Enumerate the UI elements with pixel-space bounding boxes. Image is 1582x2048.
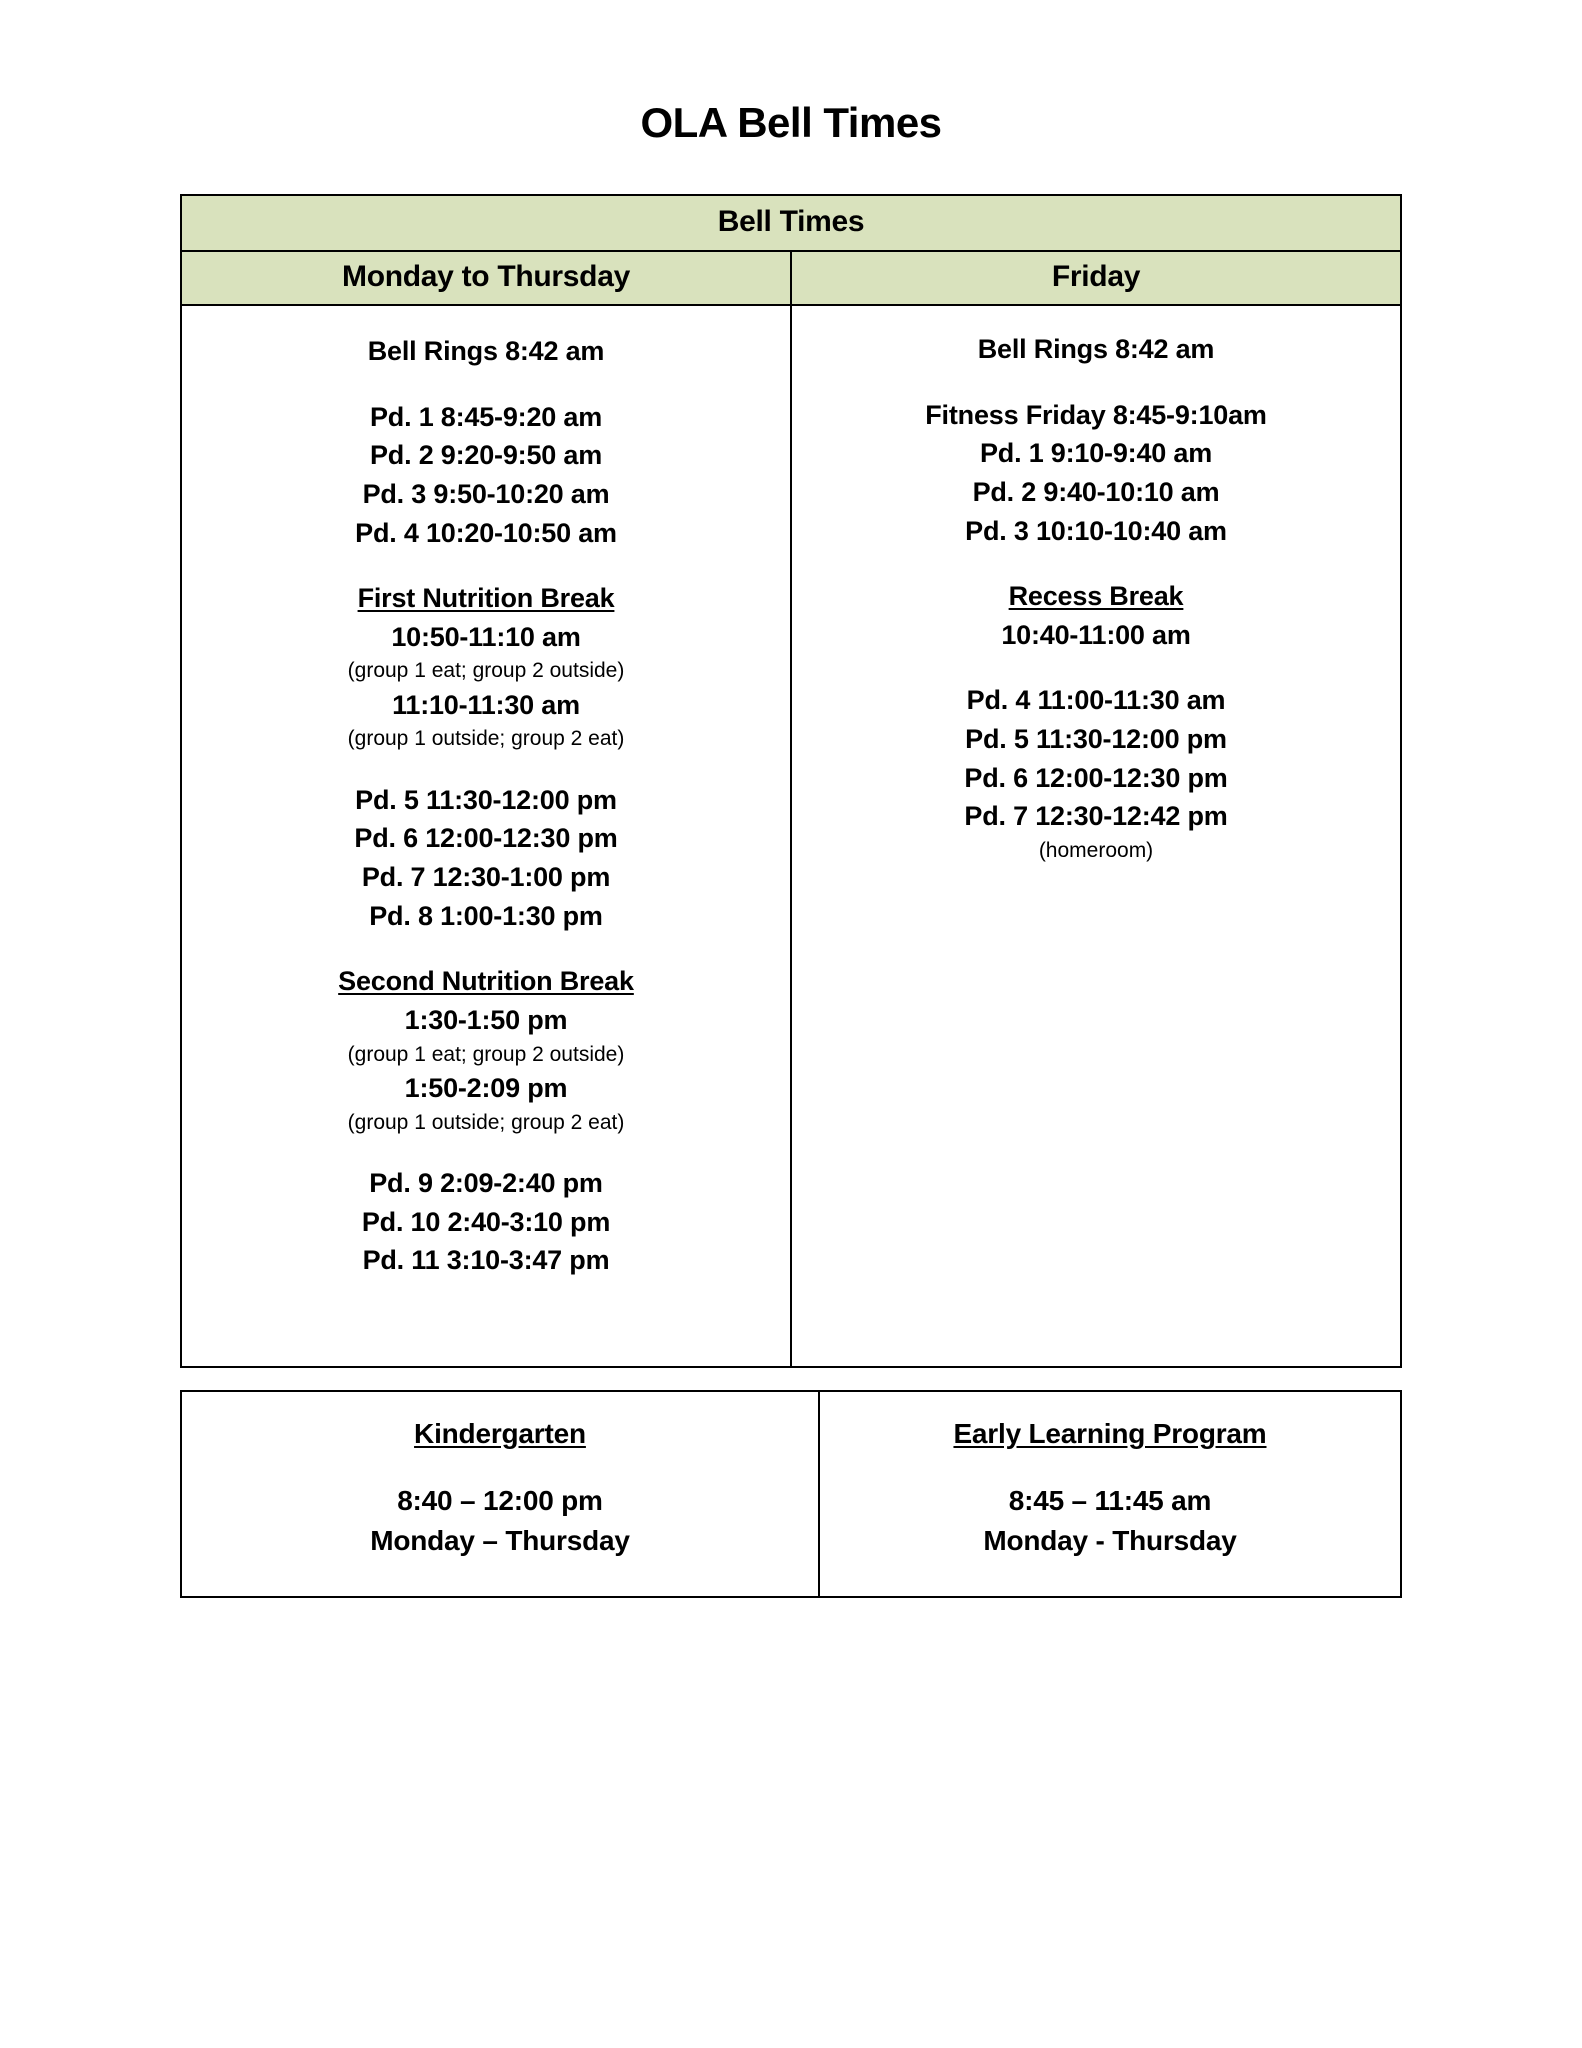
spacer	[194, 371, 778, 398]
monday-to-thursday-schedule-line: Pd. 8 1:00-1:30 pm	[369, 900, 603, 931]
spacer	[192, 1455, 808, 1481]
monday-to-thursday-schedule-line: Pd. 2 9:20-9:50 am	[369, 440, 603, 471]
column-header-friday: Friday	[791, 251, 1401, 305]
bell-times-banner: Bell Times	[181, 195, 1401, 251]
monday-to-thursday-note: (group 1 eat; group 2 outside)	[347, 659, 625, 683]
monday-to-thursday-note: (group 1 outside; group 2 eat)	[347, 1110, 625, 1134]
early-learning-cell	[819, 1391, 1401, 1597]
monday-to-thursday-schedule-line: Pd. 1 8:45-9:20 am	[369, 401, 603, 432]
page-title: OLA Bell Times	[640, 99, 942, 146]
monday-to-thursday-schedule-line: Pd. 4 10:20-10:50 am	[355, 517, 617, 548]
spacer	[804, 654, 1388, 681]
bell-times-table-wrapper	[180, 194, 1402, 1368]
early-learning-time: 8:45 – 11:45 am	[1008, 1484, 1212, 1516]
friday-schedule-line: Pd. 2 9:40-10:10 am	[972, 477, 1220, 508]
spacer	[194, 935, 778, 962]
kindergarten-block	[182, 1392, 818, 1596]
friday-schedule-line: Pd. 7 12:30-12:42 pm	[964, 801, 1228, 832]
monday-to-thursday-schedule-line: Pd. 11 3:10-3:47 pm	[362, 1245, 610, 1276]
friday-schedule-line: Pd. 4 11:00-11:30 am	[966, 685, 1226, 716]
early-learning-days: Monday - Thursday	[983, 1525, 1237, 1557]
friday-schedule-line: 10:40-11:00 am	[1001, 619, 1191, 650]
monday-to-thursday-schedule-line: Pd. 10 2:40-3:10 pm	[361, 1206, 611, 1237]
friday-schedule	[792, 306, 1400, 1366]
kindergarten-cell	[181, 1391, 819, 1597]
monday-to-thursday-note: (group 1 outside; group 2 eat)	[347, 727, 625, 751]
column-header-monday-to-thursday: Monday to Thursday	[181, 251, 791, 305]
monday-to-thursday-schedule-line: Pd. 9 2:09-2:40 pm	[369, 1167, 603, 1198]
spacer	[804, 369, 1388, 396]
monday-to-thursday-schedule-line: Pd. 3 9:50-10:20 am	[362, 479, 610, 510]
spacer	[830, 1455, 1390, 1481]
monday-to-thursday-schedule-line: 10:50-11:10 am	[391, 621, 581, 652]
monday-to-thursday-schedule-line: Pd. 7 12:30-1:00 pm	[361, 862, 611, 893]
bell-times-table	[180, 194, 1402, 1368]
friday-schedule-line: Fitness Friday 8:45-9:10am	[925, 399, 1267, 430]
monday-to-thursday-section-heading: First Nutrition Break	[357, 583, 615, 614]
friday-schedule-line: Bell Rings 8:42 am	[977, 334, 1215, 365]
monday-to-thursday-note: (group 1 eat; group 2 outside)	[347, 1042, 625, 1066]
monday-to-thursday-schedule-line: Pd. 5 11:30-12:00 pm	[355, 784, 617, 815]
friday-schedule-line: Pd. 6 12:00-12:30 pm	[964, 762, 1228, 793]
monday-to-thursday-schedule-line: Pd. 6 12:00-12:30 pm	[354, 823, 618, 854]
table-banner-row	[181, 195, 1401, 251]
programs-table	[180, 1390, 1402, 1598]
friday-note: (homeroom)	[1038, 838, 1154, 862]
monday-to-thursday-schedule-line: 11:10-11:30 am	[392, 689, 580, 720]
friday-cell	[791, 305, 1401, 1367]
friday-schedule-line: Pd. 3 10:10-10:40 am	[965, 515, 1227, 546]
spacer	[194, 552, 778, 579]
spacer	[804, 550, 1388, 577]
monday-to-thursday-cell	[181, 305, 791, 1367]
spacer	[194, 754, 778, 781]
table-body-row	[181, 305, 1401, 1367]
programs-table-wrapper	[180, 1390, 1402, 1598]
monday-to-thursday-section-heading: Second Nutrition Break	[338, 966, 634, 997]
friday-schedule-line: Pd. 5 11:30-12:00 pm	[965, 724, 1227, 755]
monday-to-thursday-schedule-line: 1:30-1:50 pm	[404, 1004, 568, 1035]
friday-schedule-line: Pd. 1 9:10-9:40 am	[979, 438, 1213, 469]
table-header-row	[181, 251, 1401, 305]
spacer	[194, 1137, 778, 1164]
friday-section-heading: Recess Break	[1008, 581, 1184, 612]
kindergarten-heading: Kindergarten	[414, 1418, 586, 1450]
programs-row	[181, 1391, 1401, 1597]
monday-to-thursday-schedule	[182, 306, 790, 1366]
kindergarten-time: 8:40 – 12:00 pm	[397, 1484, 603, 1516]
early-learning-heading: Early Learning Program	[953, 1418, 1267, 1450]
monday-to-thursday-schedule-line: 1:50-2:09 pm	[404, 1072, 568, 1103]
early-learning-block	[820, 1392, 1400, 1596]
kindergarten-days: Monday – Thursday	[370, 1525, 630, 1557]
monday-to-thursday-schedule-line: Bell Rings 8:42 am	[367, 336, 605, 367]
